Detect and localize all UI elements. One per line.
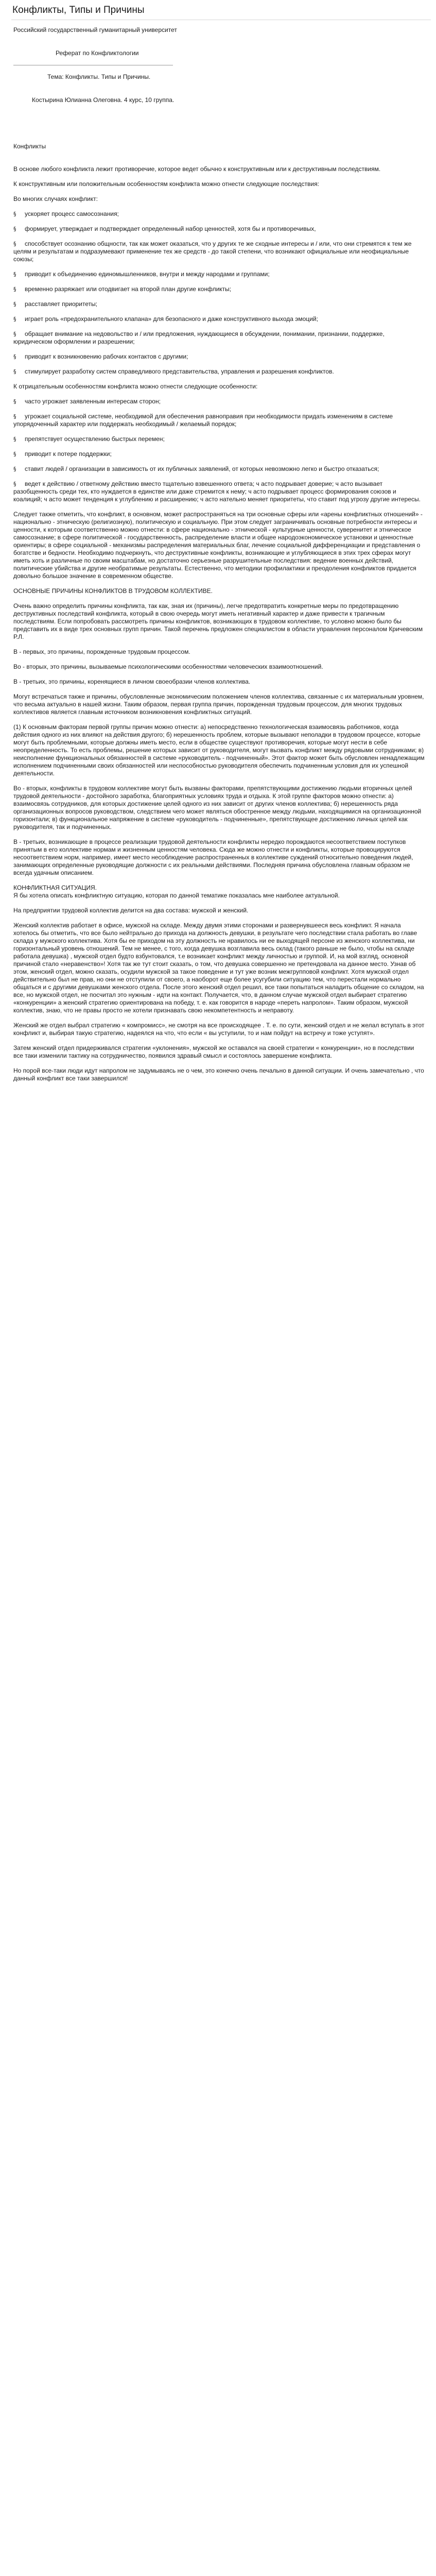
- list-item: § временно разряжает или отодвигает на второй план другие конфликты;: [13, 285, 232, 293]
- list-item: § приводит к объединению единомышленников, внутри и между народами и группами;: [13, 270, 270, 278]
- body-paragraph: Затем женский отдел придерживался стратегии «уклонения», мужской же оставался на своей стратегии « конкуренции», но в последствии все таки изменили тактику на сотрудничество, появился здравый смысл и состоялось завершение конфликта.: [13, 1044, 414, 1059]
- list-item: § препятствует осуществлению быстрых перемен;: [13, 435, 165, 443]
- bullet-icon: §: [13, 353, 16, 360]
- body-paragraph: Очень важно определить причины конфликта, так как, зная их (причины), легче предотвратить конкретные меры по предотвращению деструктивных последствий конфликта, который в свою очередь могут иметь негативный характер и даже привести к трагичным последствиям. Если попробовать рассмотреть причины конфликтов, возникающих в трудовом коллективе, то условно можно было бы представить их в виде трех основных групп причин. Такой перечень предложен специалистом в области управления персоналом Кричевским Р.Л.: [13, 602, 423, 640]
- negative-effects-list: [13, 398, 425, 503]
- negative-intro: К отрицательным особенностям конфликта можно отнести следующие особенности:: [13, 383, 258, 390]
- list-item: § обращает внимание на недовольство и / или предложения, нуждающиеся в обсуждении, понимании, признании, поддержке, юридическом оформлении и разрешении;: [13, 330, 385, 345]
- list-item: § способствует осознанию общности, так как может оказаться, что у других те же сходные интересы и / или, что они стремятся к тем же целям и результатам и подразумевают применение тех же средств - до такой степени, что возникают официальные или неофициальные союзы;: [13, 240, 412, 263]
- report-author: Костырина Юлианна Олеговна. 4 курс, 10 группа.: [32, 96, 175, 104]
- list-item: § ведет к действию / ответному действию вместо тщательно взвешенного ответа; ч асто подрывает доверие; ч асто вызывает разобщенность среди тех, кто нуждается в единстве или даже стремится к нему; ч асто подрывает процесс формирования союзов и коалиций; ч асто может тенденция к углублению и расширению; ч асто нательно меняет приоритеты, что ставит под угрозу другие интересы.: [13, 480, 421, 503]
- report-label: Реферат по Конфликтологии: [56, 49, 139, 57]
- university-name: Российский государственный гуманитарный университет: [13, 26, 177, 33]
- body-paragraph: Могут встречаться также и причины, обусловленные экономическим положением членов коллектива, связанные с их материальным уровнем, что весьма актуально в нашей жизни. Таким образом, первая группа причин, порожденная трудовым процессом, для многих трудовых коллективов является главным источником возникновения конфликтных ситуаций.: [13, 693, 424, 716]
- body-paragraph: Я бы хотела описать конфликтную ситуацию, которая по данной тематике показалась мне наиболее актуальной.: [13, 892, 340, 899]
- bullet-icon: §: [13, 368, 16, 375]
- bullet-icon: §: [13, 316, 16, 323]
- bullet-icon: §: [13, 413, 16, 420]
- section-heading-situation: КОНФЛИКТНАЯ СИТУАЦИЯ.: [13, 884, 97, 891]
- list-item: § стимулирует разработку систем справедливого представительства, управления и разрешения конфликтов.: [13, 368, 334, 375]
- section-heading-conflicts: Конфликты: [13, 143, 46, 150]
- positive-effects-list: [13, 210, 425, 376]
- bullet-icon: §: [13, 481, 16, 487]
- body-paragraph: В - третьих, возникающие в процессе реализации трудовой деятельности конфликты нередко порождаются несоответствием поступков принятым в его коллективе нормам и жизненным ценностям человека. Сюда же можно отнести и конфликты, которые провоцируются несоответствием норм, например, имеет место несоблюдение распространенных в коллективе суждений относительно поведения людей, занимающих определенные руководящие должности с их реальными действиями. Последняя причина обусловлена главным образом не всегда удачным описанием.: [13, 838, 413, 876]
- list-item: § расставляет приоритеты;: [13, 300, 98, 308]
- body-paragraph: Женский же отдел выбрал стратегию « компромисс», не смотря на все происходящее . Т. е. по сути, женский отдел и не желал вступать в этот конфликт и, выбирая такую стратегию, надеялся на что, что если « вы уступили, то и нам пойдут на встречу и тоже уступят».: [13, 1022, 425, 1037]
- list-item: § приводит к потере поддержки;: [13, 450, 112, 457]
- list-item: § ставит людей / организации в зависимость от их публичных заявлений, от которых невозможно легко и быстро отказаться;: [13, 465, 379, 472]
- bullet-icon: §: [13, 301, 16, 308]
- bullet-icon: §: [13, 331, 16, 337]
- body-paragraph: Следует также отметить, что конфликт, в основном, может распространяться на три основные сферы или «арены конфликтных отношений» - национально - этническую (религиозную), политическую и социальную. При этом следует заграничивать основные потребности интересы и ценности, к которым соответственно можно отнести: в сфере национально - этнической - культурные ценности, суверенитет и этническое самосознание; в сфере политической - государственность, распределение власти и общее народоэкономическое установки и ценностные ориентиры; в сфере социальной - механизмы распределения материальных благ, лечение социальной дифференциации и представления о богатстве и бедности. Необходимо подчеркнуть, что деструктивные конфликты, возникающие и углубляющиеся в этих трех сферах могут иметь хоть и различные по своим масштабам, но достаточно серьезные разрушительные последствия: ведение военных действий, политические убийства и другие необратимые результаты. Естественно, что методики профилактики и преодоления конфликтов придается довольно большое значение в современном обществе.: [13, 511, 423, 580]
- body-paragraph: На предприятии трудовой коллектив делится на два состава: мужской и женский.: [13, 907, 249, 914]
- body-paragraph: Женский коллектив работает в офисе, мужской на складе. Между двумя этими сторонами и развернувшееся весь конфликт. Я начала хотелось бы отметить, что все было нейтрально до прихода на должность девушки, в результате чего последствии стала работать во главе склада у мужского коллектива. Хотя бы ее приходом на эту должность не нравилось ни ее выходящей персоне из женского коллектива, ни горизонтальный уровень отношений. Тем не менее, с того, когда девушка возглавила весь склад (такого раньше не было, чтобы на складе работала девушка) , мужской отдел будто взбунтовался, т.е возникает конфликт между личностью и группой. И, на мой взгляд, основной причиной стало «неравенство»! Хотя так же тут стоит сказать, о том, что девушка совершенно не претендовала на данное место. Узнав об этом, женский отдел, можно сказать, осудили мужской за такое поведение и тут уже возник межгрупповой конфликт. Хотя мужской отдел действительно был не прав, но они не отступили от своего, а наоборот еще более усугубили ситуацию тем, что перестали нормально общаться и с другими девушками женского отдела. После этого женский отдел решил, все таки попытаться наладить общение со складом, на все, но мужской отдел, не посчитал это нужным - идти на контакт. Получается, что, в данном случае мужской отдел выбирает стратегию «конкуренции» а женский стратегию ориентирована на победу, т. е. как говорится в народе «переть напролом». Таким образом, мужской коллектив, знаю, что не правы просто не хотели признавать свою некомпетентность и неправоту.: [13, 922, 424, 1014]
- section-heading-labor: ОСНОВНЫЕ ПРИЧИНЫ КОНФЛИКТОВ В ТРУДОВОМ КОЛЛЕКТИВЕ.: [13, 587, 213, 595]
- body-paragraph: В - первых, это причины, порожденные трудовым процессом.: [13, 648, 190, 655]
- list-item: § часто угрожает заявленным интересам сторон;: [13, 398, 161, 405]
- intro-paragraph: К конструктивным или положительным особенностям конфликта можно отнести следующие последствия:: [13, 180, 319, 188]
- list-item: § угрожает социальной системе, необходимой для обеспечения равноправия при необходимости придать изменениям в системе упорядоченный характер или поддержать необходимый / желаемый порядок;: [13, 413, 393, 428]
- list-item: § ускоряет процесс самосознания;: [13, 210, 119, 217]
- bullet-icon: §: [13, 436, 16, 443]
- body-paragraph: (1) К основным факторам первой группы причин можно отнести: а) непосредственно технологическая взаимосвязь работников, когда действия одного из них влияют на действия другого; б) нерешенность проблем, которые вызывают неполадки в трудовом процессе, которые могут быть проблемными, которые должны иметь место, если в обществе существуют противоречия, которые могут нести в себе неопределенность. То есть проблемы, решение которых зависит от руководителя, могут вызвать конфликт между рядовыми сотрудниками; в) неисполнение функциональных обязанностей в системе «руководитель - подчиненный». Этот фактор может быть обусловлен ненадлежащим исполнением подчиненными своих обязанностей или неспособностью руководителя обеспечить подчиненным условия для их успешной деятельности.: [13, 723, 425, 777]
- bullet-icon: §: [13, 286, 16, 293]
- intro-paragraph: Во многих случаях конфликт:: [13, 195, 98, 202]
- bullet-icon: §: [13, 271, 16, 278]
- list-item: § формирует, утверждает и подтверждает определенный набор ценностей, хотя бы и противоречивых,: [13, 225, 316, 232]
- bullet-icon: §: [13, 211, 16, 217]
- body-paragraph: Во - вторых, конфликты в трудовом коллективе могут быть вызваны факторами, препятствующими достижению людьми вторичных целей трудовой деятельности - достойного заработка, благоприятных условиях труда и отдыха. К этой группе факторов можно отнести: а) взаимосвязь сотрудников, для которых достижение целей одного из них зависит от других членов коллектива; б) нерешенность ряда организационных вопросов руководством, следствием чего может являться обостренное между людьми, находящимися на организационной горизонтали; в) функциональное напряжение в системе «руководитель - подчиненные», препятствующее достижению личных целей как руководителя, так и подчиненных.: [13, 785, 422, 831]
- bullet-icon: §: [13, 398, 16, 405]
- bullet-icon: §: [13, 226, 16, 232]
- bullet-icon: §: [13, 466, 16, 472]
- body-paragraph: В - третьих, это причины, коренящиеся в личном своеобразии членов коллектива.: [13, 678, 251, 685]
- bullet-icon: §: [13, 451, 16, 457]
- intro-paragraph: В основе любого конфликта лежит противоречие, которое ведет обычно к конструктивным или к деструктивным последствиям.: [13, 165, 381, 173]
- body-paragraph: Но порой все-таки люди идут напролом не задумываясь не о чем, это конечно очень печально в данной ситуации. И очень замечательно , что данный конфликт все таки завершился!: [13, 1067, 424, 1082]
- cover-block: [13, 26, 425, 143]
- bullet-icon: §: [13, 241, 16, 247]
- list-item: § приводит к возникновению рабочих контактов с другими;: [13, 353, 188, 360]
- body-paragraph: Во - вторых, это причины, вызываемые психологическими особенностями человеческих взаимоотношений.: [13, 663, 323, 670]
- page-title: Конфликты, Типы и Причины: [12, 5, 145, 15]
- report-topic: Тема: Конфликты. Типы и Причины.: [47, 73, 151, 80]
- document-page: [8, 0, 428, 1100]
- list-item: § играет роль «предохранительного клапана» для безопасного и даже конструктивного выхода эмоций;: [13, 315, 318, 323]
